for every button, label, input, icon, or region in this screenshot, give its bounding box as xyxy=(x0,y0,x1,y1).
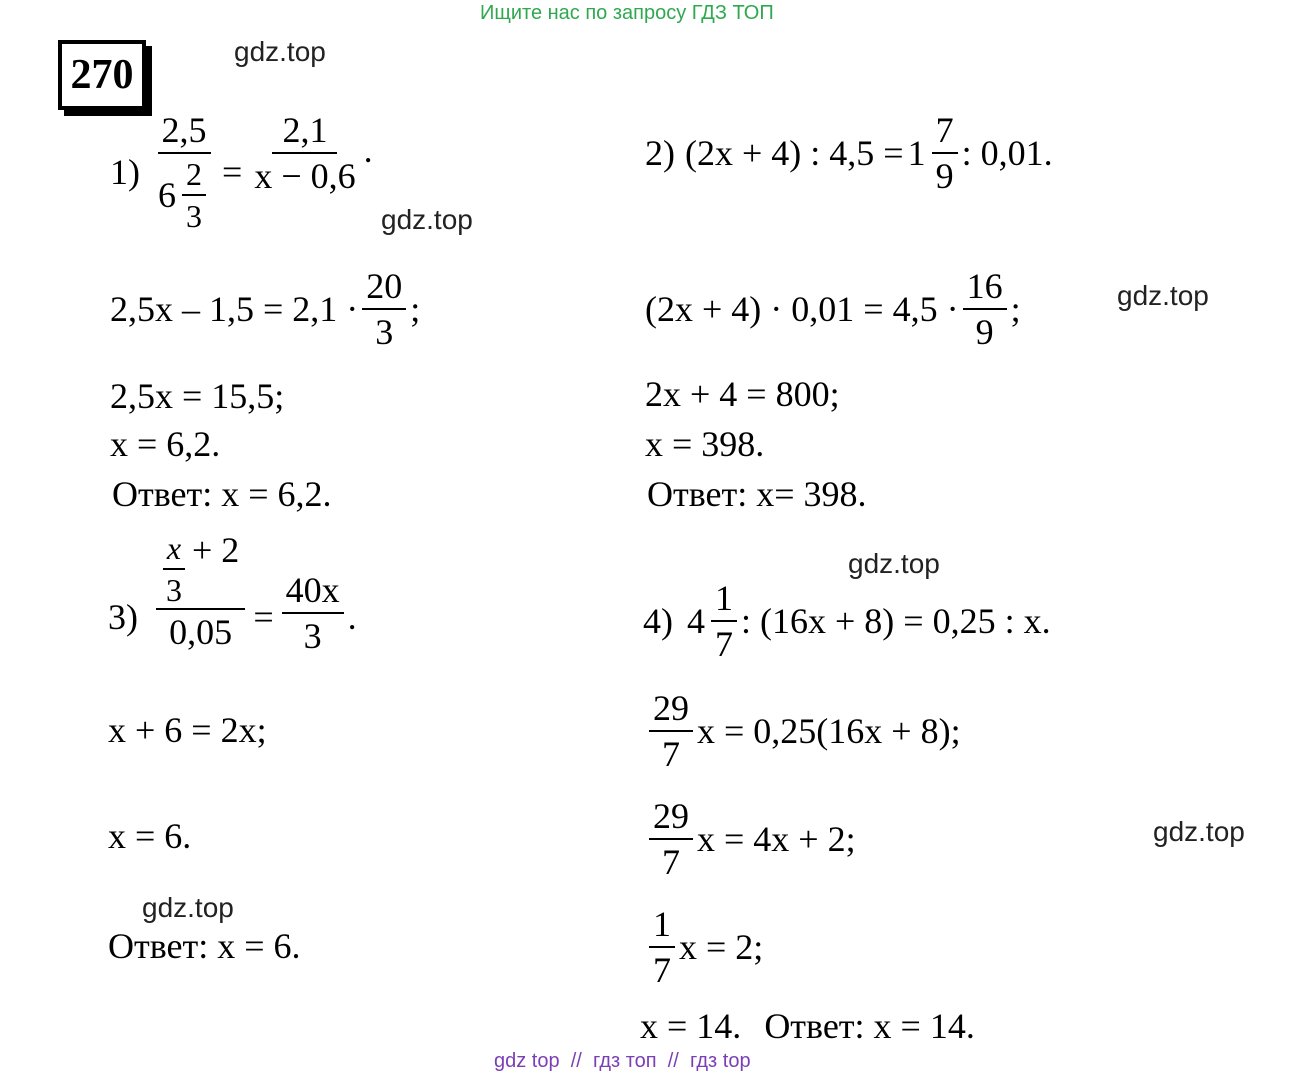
p1-mixed-whole: 6 xyxy=(158,175,176,215)
p1-label: 1) xyxy=(110,152,140,192)
p4-mixed-den: 7 xyxy=(715,624,733,664)
p4-step-1 xyxy=(645,690,961,772)
p2-eq-lhs: (2x + 4) : 4,5 = xyxy=(685,133,904,173)
p3-inner-fraction xyxy=(162,532,186,606)
p2-answer-value: x= 398. xyxy=(756,474,867,514)
p1-lhs-fraction xyxy=(154,112,214,232)
p2-equation xyxy=(645,112,1053,194)
p4-step-2 xyxy=(645,798,856,880)
footer-text: gdz top // гдз топ // гдз top xyxy=(494,1050,751,1072)
p4-s3-den: 7 xyxy=(653,950,671,990)
p3-step-2: x = 6. xyxy=(108,816,192,856)
watermark: gdz.top xyxy=(848,548,940,579)
p1-mixed-num: 2 xyxy=(182,158,206,196)
p1-rhs-fraction xyxy=(250,112,359,194)
p1-answer xyxy=(112,476,332,512)
watermark: gdz.top xyxy=(1153,816,1245,847)
p2-s1-lhs: (2x + 4) · 0,01 = 4,5 · xyxy=(645,289,959,329)
p4-s2-num: 29 xyxy=(649,798,693,840)
p4-step-4: x = 14. xyxy=(640,1006,742,1046)
p3-inner-den: 3 xyxy=(166,572,182,608)
p1-answer-value: x = 6,2. xyxy=(221,474,332,514)
p1-answer-word: Ответ: xyxy=(112,474,213,514)
p4-mixed-number xyxy=(687,580,741,662)
p2-s1-fraction xyxy=(963,268,1007,350)
p4-s2-fraction xyxy=(649,798,693,880)
p4-s1-num: 29 xyxy=(649,690,693,732)
p1-s1-end: ; xyxy=(410,289,421,329)
p1-eq-end: . xyxy=(363,130,373,170)
p2-mixed-fraction xyxy=(932,112,958,194)
p3-label: 3) xyxy=(108,597,138,637)
p3-lhs-fraction xyxy=(156,532,245,650)
p3-equation: 3) $\frac{x}{3}$ + 2 0,05 = $\frac{40x}{3}$ . xyxy=(108,530,357,656)
p1-s1-den: 3 xyxy=(375,312,394,352)
p4-s2-rhs: x = 4x + 2; xyxy=(697,819,856,859)
p1-s1-fraction xyxy=(362,268,406,350)
p4-mixed-whole: 4 xyxy=(687,601,705,641)
p3-lhs-num xyxy=(156,532,245,610)
p4-s1-fraction xyxy=(649,690,693,772)
p3-lhs-den: 0,05 xyxy=(169,612,233,652)
p4-label: 4) xyxy=(643,601,673,641)
p1-mixed-number xyxy=(158,158,210,232)
p2-step-3: x = 398. xyxy=(645,424,765,464)
p2-mixed-number xyxy=(908,112,962,194)
p3-inner-plus: + 2 xyxy=(192,530,240,570)
p4-step-3 xyxy=(645,906,763,988)
p3-answer-word: Ответ: xyxy=(108,926,209,966)
p2-step-2: 2x + 4 = 800; xyxy=(645,374,840,414)
p1-equation: 1) 2,5 6 $\frac{2}{3}$ = $\frac{2,1}{x - 0,6}$ . xyxy=(110,110,373,234)
p2-answer xyxy=(647,476,867,512)
p2-step-1 xyxy=(645,268,1021,350)
p3-answer-value: x = 6. xyxy=(217,926,301,966)
p3-step-1: x + 6 = 2x; xyxy=(108,710,267,750)
p2-mixed-num: 7 xyxy=(932,112,958,154)
p2-s1-num: 16 xyxy=(963,268,1007,310)
p1-step-1 xyxy=(110,268,420,350)
p2-label: 2) xyxy=(645,133,675,173)
p4-answer-value: x = 14. xyxy=(873,1006,975,1046)
p4-mixed-num: 1 xyxy=(711,580,737,622)
p1-mixed-den: 3 xyxy=(186,198,202,234)
p4-eq-rhs: : (16x + 8) = 0,25 : x. xyxy=(741,601,1051,641)
p3-rhs-num: 40x xyxy=(282,572,344,614)
p2-s1-end: ; xyxy=(1010,289,1021,329)
watermark: gdz.top xyxy=(1117,280,1209,311)
p4-s3-fraction xyxy=(649,906,675,988)
p1-lhs-num: 2,5 xyxy=(158,112,211,154)
p4-equation xyxy=(643,580,1051,662)
watermark: gdz.top xyxy=(234,36,326,67)
p3-inner-num: x xyxy=(163,532,185,570)
p2-mixed-whole: 1 xyxy=(907,133,926,173)
p4-s3-num: 1 xyxy=(649,906,675,948)
p1-rhs-den: x − 0,6 xyxy=(254,156,356,196)
p4-s1-rhs: x = 0,25(16x + 8); xyxy=(697,711,961,751)
watermark: gdz.top xyxy=(381,204,473,235)
p1-step-2: 2,5x = 15,5; xyxy=(110,376,285,416)
p1-s1-lhs: 2,5x – 1,5 = 2,1 · xyxy=(110,289,359,329)
p1-lhs-den xyxy=(154,154,214,232)
p3-rhs-fraction xyxy=(282,572,344,654)
p4-s2-den: 7 xyxy=(662,842,680,882)
p2-mixed-den: 9 xyxy=(935,156,954,196)
banner-text: Ищите нас по запросу ГДЗ ТОП xyxy=(480,2,774,24)
p4-s1-den: 7 xyxy=(662,734,680,774)
p2-answer-word: Ответ: xyxy=(647,474,748,514)
p1-step-3: x = 6,2. xyxy=(110,424,221,464)
p3-eq-end: . xyxy=(347,597,357,637)
p4-s3-rhs: x = 2; xyxy=(679,927,764,967)
watermark: gdz.top xyxy=(142,892,234,923)
p1-rhs-num: 2,1 xyxy=(272,112,337,154)
p3-rhs-den: 3 xyxy=(303,616,322,656)
p4-answer-word: Ответ: xyxy=(764,1006,865,1046)
p4-step-4-answer xyxy=(640,1008,975,1044)
p1-s1-num: 20 xyxy=(362,268,406,310)
task-number: 270 xyxy=(58,40,146,110)
p4-mixed-fraction xyxy=(711,580,737,662)
p2-s1-den: 9 xyxy=(975,312,994,352)
p2-eq-rhs: : 0,01. xyxy=(961,133,1053,173)
p3-answer xyxy=(108,928,301,964)
p1-mixed-fraction xyxy=(182,158,206,232)
